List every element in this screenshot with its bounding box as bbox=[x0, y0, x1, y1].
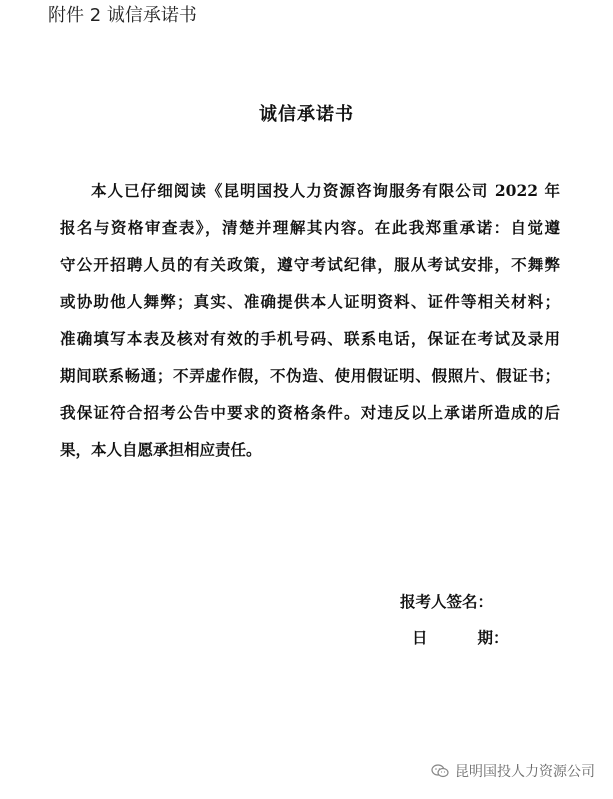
wechat-watermark bbox=[431, 761, 595, 781]
body-line: 或协助他人舞弊；真实、准确提供本人证明资料、证件等相关材料； bbox=[60, 292, 560, 311]
date-line bbox=[412, 626, 509, 650]
signature-label: 报考人签名： bbox=[400, 592, 494, 611]
signature-line bbox=[400, 590, 493, 614]
body-line: 本人已仔细阅读《昆明国投人力资源咨询服务有限公司 2022 年 bbox=[91, 181, 560, 200]
body-line: 守公开招聘人员的有关政策，遵守考试纪律，服从考试安排，不舞弊 bbox=[60, 255, 560, 274]
wechat-icon bbox=[431, 764, 449, 778]
watermark-text: 昆明国投人力资源公司 bbox=[455, 764, 595, 780]
commitment-body bbox=[60, 172, 560, 468]
attachment-label: 附件 2 诚信承诺书 bbox=[48, 5, 197, 26]
body-line: 准确填写本表及核对有效的手机号码、联系电话，保证在考试及录用 bbox=[60, 329, 560, 348]
date-label-day: 日 bbox=[412, 628, 428, 647]
body-line: 报名与资格审查表》，清楚并理解其内容。在此我郑重承诺：自觉遵 bbox=[60, 218, 560, 237]
body-line: 果，本人自愿承担相应责任。 bbox=[60, 440, 262, 459]
body-line: 我保证符合招考公告中要求的资格条件。对违反以上承诺所造成的后 bbox=[60, 403, 560, 422]
date-label-period: 期： bbox=[477, 628, 509, 647]
document-title: 诚信承诺书 bbox=[259, 104, 354, 125]
body-line: 期间联系畅通；不弄虚作假，不伪造、使用假证明、假照片、假证书； bbox=[60, 366, 560, 385]
